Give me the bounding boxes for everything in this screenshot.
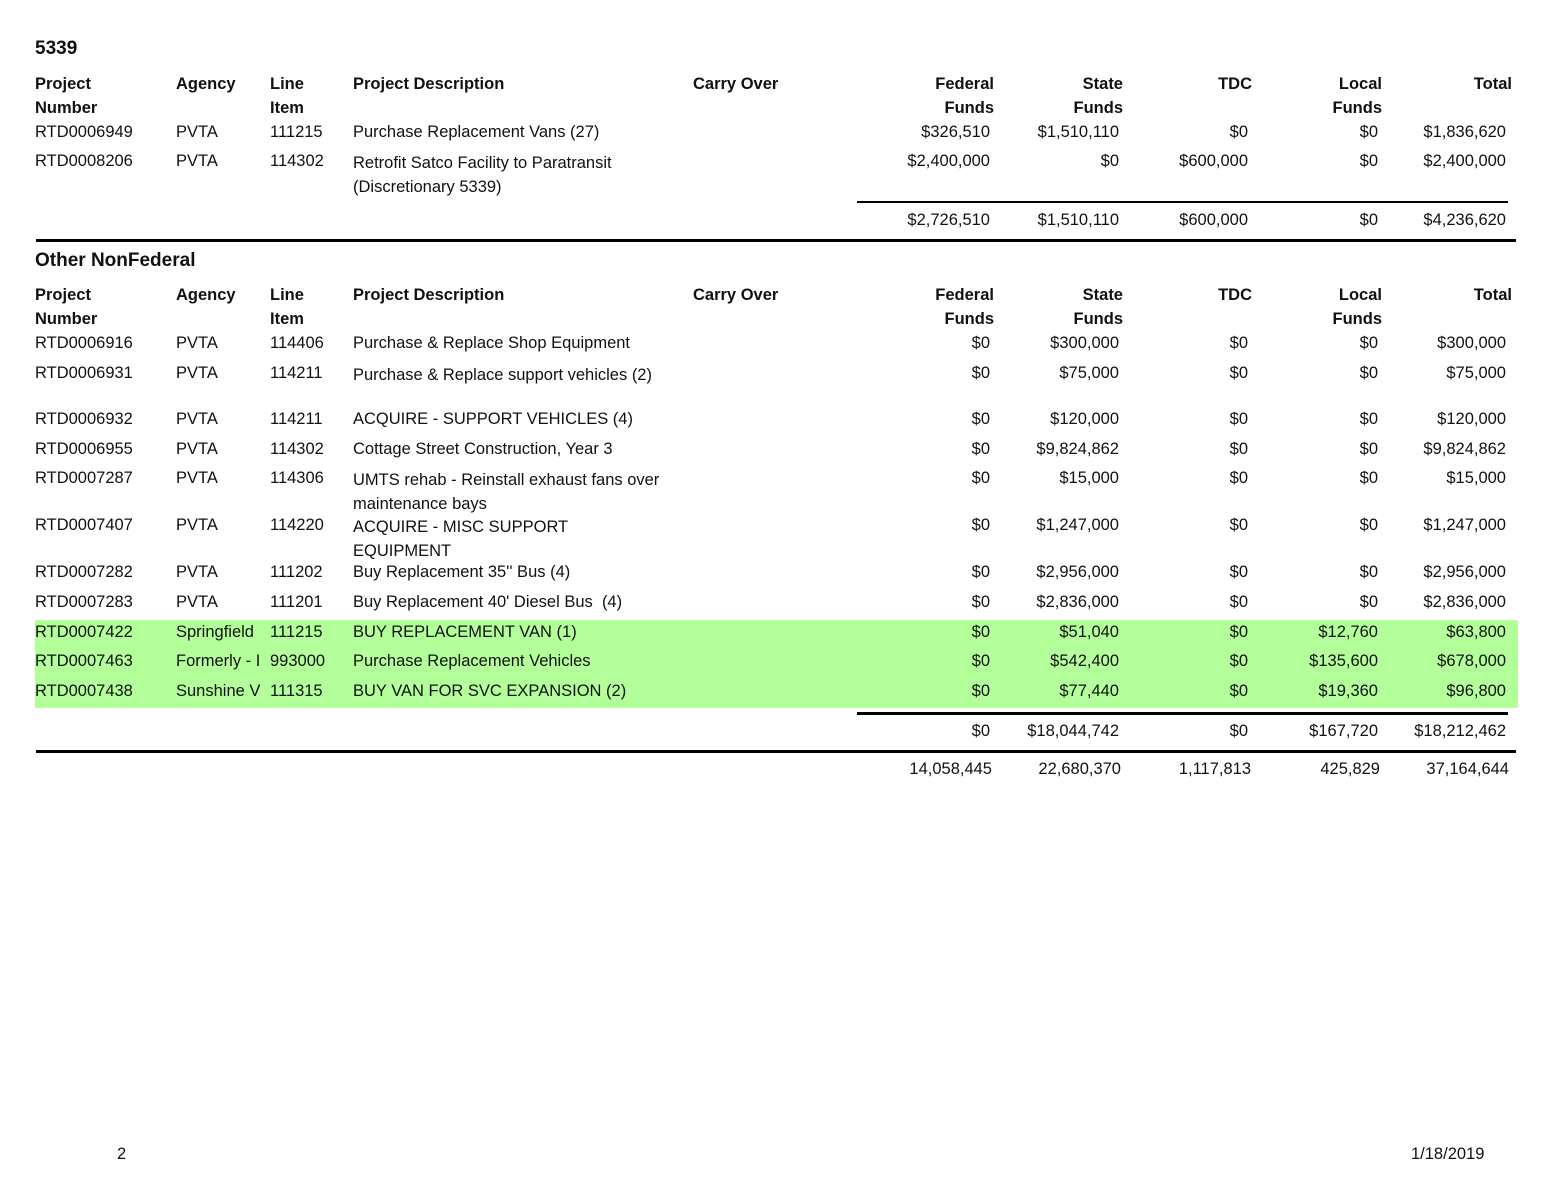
table-row [35, 590, 1518, 620]
table-row [35, 331, 1518, 361]
line-item: 114302 [270, 440, 324, 458]
subtotal-total: $4,236,620 [1423, 211, 1506, 229]
table-row [35, 513, 1518, 560]
total: $9,824,862 [1423, 440, 1506, 458]
agency: PVTA [176, 364, 218, 382]
subtotal-total: $18,212,462 [1414, 722, 1506, 740]
agency: PVTA [176, 152, 218, 170]
header-carry-over: Carry Over [693, 286, 779, 304]
project-number: RTD0007283 [35, 593, 133, 611]
project-description: BUY REPLACEMENT VAN (1) [353, 623, 577, 641]
tdc: $0 [1229, 652, 1248, 670]
agency: PVTA [176, 469, 218, 487]
table-row [35, 120, 1518, 150]
total: $63,800 [1446, 623, 1506, 641]
subtotal-rule [857, 201, 1508, 203]
header-local-funds: Local Funds [1332, 75, 1382, 117]
project-number: RTD0007287 [35, 469, 133, 487]
page-number: 2 [117, 1145, 127, 1163]
state-funds: $120,000 [1050, 410, 1119, 428]
project-number: RTD0007282 [35, 563, 133, 581]
tdc: $0 [1229, 469, 1248, 487]
local-funds: $0 [1359, 410, 1378, 428]
agency: PVTA [176, 334, 218, 352]
subtotal-local-funds: $167,720 [1309, 722, 1378, 740]
project-description: Purchase & Replace Shop Equipment [353, 334, 631, 352]
federal-funds: $0 [971, 516, 990, 534]
header-local-funds: Local Funds [1332, 286, 1382, 328]
federal-funds: $0 [971, 623, 990, 641]
tdc: $0 [1229, 563, 1248, 581]
federal-funds: $0 [971, 652, 990, 670]
tdc: $600,000 [1179, 152, 1248, 170]
total: $2,956,000 [1423, 563, 1506, 581]
state-funds: $300,000 [1050, 334, 1119, 352]
header-project-description: Project Description [353, 286, 505, 304]
subtotal-tdc: $0 [1229, 722, 1248, 740]
grand-total-tdc: 1,117,813 [1178, 760, 1251, 778]
line-item: 111315 [270, 682, 323, 700]
agency: PVTA [176, 440, 218, 458]
total: $300,000 [1437, 334, 1506, 352]
line-item: 993000 [270, 652, 326, 670]
state-funds: $1,247,000 [1036, 516, 1119, 534]
header-federal-funds: Federal Funds [935, 286, 994, 328]
project-description: BUY VAN FOR SVC EXPANSION (2) [353, 682, 627, 700]
total: $1,836,620 [1423, 123, 1506, 141]
header-total: Total [1473, 75, 1512, 93]
state-funds: $15,000 [1059, 469, 1119, 487]
state-funds: $9,824,862 [1036, 440, 1119, 458]
table-header [35, 283, 1518, 331]
tdc: $0 [1229, 410, 1248, 428]
federal-funds: $0 [971, 410, 990, 428]
subtotal-tdc: $600,000 [1179, 211, 1248, 229]
project-description: Purchase & Replace support vehicles (2) [353, 366, 652, 384]
subtotal-row [35, 208, 1518, 238]
line-item: 111215 [270, 123, 323, 141]
line-item: 111215 [270, 623, 323, 641]
local-funds: $0 [1359, 469, 1378, 487]
tdc: $0 [1229, 123, 1248, 141]
federal-funds: $0 [971, 334, 990, 352]
project-description: Buy Replacement 40' Diesel Bus (4) [353, 593, 623, 611]
total: $678,000 [1437, 652, 1506, 670]
section-title-other-nonfederal: Other NonFederal [35, 250, 196, 271]
agency: Formerly - I [176, 652, 261, 670]
table-row-highlighted [35, 649, 1518, 679]
agency: PVTA [176, 123, 218, 141]
line-item: 114220 [270, 516, 324, 534]
header-total: Total [1473, 286, 1512, 304]
local-funds: $12,760 [1318, 623, 1378, 641]
project-number: RTD0006932 [35, 410, 133, 428]
grand-total-state-funds: 22,680,370 [1038, 760, 1121, 778]
local-funds: $0 [1359, 563, 1378, 581]
federal-funds: $0 [971, 682, 990, 700]
header-state-funds: State Funds [1073, 286, 1123, 328]
project-number: RTD0008206 [35, 152, 133, 170]
subtotal-federal-funds: $2,726,510 [907, 211, 990, 229]
table-row [35, 149, 1518, 196]
table-row [35, 361, 1518, 391]
project-number: RTD0007422 [35, 623, 133, 641]
tdc: $0 [1229, 516, 1248, 534]
subtotal-state-funds: $18,044,742 [1027, 722, 1119, 740]
federal-funds: $326,510 [921, 123, 990, 141]
line-item: 111202 [270, 563, 323, 581]
state-funds: $2,836,000 [1036, 593, 1119, 611]
project-number: RTD0006931 [35, 364, 133, 382]
line-item: 114211 [270, 364, 323, 382]
subtotal-federal-funds: $0 [971, 722, 990, 740]
line-item: 114211 [270, 410, 323, 428]
local-funds: $0 [1359, 364, 1378, 382]
grand-total-total: 37,164,644 [1426, 760, 1509, 778]
total: $15,000 [1446, 469, 1506, 487]
subtotal-state-funds: $1,510,110 [1037, 211, 1119, 229]
project-description: Purchase Replacement Vans (27) [353, 123, 600, 141]
header-agency: Agency [176, 286, 236, 304]
table-row-highlighted [35, 679, 1518, 708]
section-title-5339: 5339 [35, 38, 78, 59]
federal-funds: $0 [971, 563, 990, 581]
table-row [35, 466, 1518, 513]
state-funds: $542,400 [1050, 652, 1119, 670]
state-funds: $0 [1100, 152, 1119, 170]
tdc: $0 [1229, 682, 1248, 700]
subtotal-rule [857, 712, 1508, 715]
header-tdc: TDC [1218, 286, 1252, 304]
header-tdc: TDC [1218, 75, 1252, 93]
agency: PVTA [176, 563, 218, 581]
table-header [35, 72, 1518, 120]
line-item: 114302 [270, 152, 324, 170]
state-funds: $1,510,110 [1037, 123, 1119, 141]
project-number: RTD0007438 [35, 682, 133, 700]
total: $75,000 [1446, 364, 1506, 382]
grand-total-row [35, 757, 1518, 787]
local-funds: $135,600 [1309, 652, 1378, 670]
agency: PVTA [176, 593, 218, 611]
state-funds: $51,040 [1059, 623, 1119, 641]
local-funds: $0 [1359, 440, 1378, 458]
agency: Springfield [176, 623, 254, 641]
total: $120,000 [1437, 410, 1506, 428]
local-funds: $0 [1359, 516, 1378, 534]
section-divider [36, 750, 1516, 753]
state-funds: $2,956,000 [1036, 563, 1119, 581]
subtotal-row [35, 719, 1518, 749]
state-funds: $77,440 [1059, 682, 1119, 700]
project-number: RTD0007407 [35, 516, 133, 534]
header-line-item: Line Item [270, 75, 304, 117]
header-state-funds: State Funds [1073, 75, 1123, 117]
project-number: RTD0006955 [35, 440, 133, 458]
agency: Sunshine V [176, 682, 261, 700]
local-funds: $0 [1359, 334, 1378, 352]
header-federal-funds: Federal Funds [935, 75, 994, 117]
project-description: ACQUIRE - SUPPORT VEHICLES (4) [353, 410, 633, 428]
table-row [35, 560, 1518, 590]
header-project-description: Project Description [353, 75, 505, 93]
grand-total-federal-funds: 14,058,445 [909, 760, 992, 778]
header-agency: Agency [176, 75, 236, 93]
section-divider [36, 239, 1516, 242]
total: $96,800 [1446, 682, 1506, 700]
line-item: 114406 [270, 334, 324, 352]
header-carry-over: Carry Over [693, 75, 779, 93]
local-funds: $19,360 [1318, 682, 1378, 700]
table-row-highlighted [35, 620, 1518, 649]
project-description: UMTS rehab - Reinstall exhaust fans over maintenance bays [353, 471, 660, 513]
tdc: $0 [1229, 593, 1248, 611]
line-item: 111201 [270, 593, 323, 611]
header-project-number: Project Number [35, 286, 98, 328]
federal-funds: $0 [971, 469, 990, 487]
federal-funds: $0 [971, 440, 990, 458]
project-number: RTD0006949 [35, 123, 133, 141]
project-number: RTD0007463 [35, 652, 133, 670]
agency: PVTA [176, 516, 218, 534]
federal-funds: $0 [971, 593, 990, 611]
subtotal-local-funds: $0 [1359, 211, 1378, 229]
header-project-number: Project Number [35, 75, 98, 117]
header-line-item: Line Item [270, 286, 304, 328]
local-funds: $0 [1359, 593, 1378, 611]
project-description: Cottage Street Construction, Year 3 [353, 440, 613, 458]
agency: PVTA [176, 410, 218, 428]
table-row [35, 407, 1518, 437]
total: $2,400,000 [1423, 152, 1506, 170]
local-funds: $0 [1359, 123, 1378, 141]
state-funds: $75,000 [1059, 364, 1119, 382]
federal-funds: $0 [971, 364, 990, 382]
grand-total-local-funds: 425,829 [1320, 760, 1380, 778]
tdc: $0 [1229, 334, 1248, 352]
line-item: 114306 [270, 469, 324, 487]
tdc: $0 [1229, 440, 1248, 458]
federal-funds: $2,400,000 [907, 152, 990, 170]
tdc: $0 [1229, 623, 1248, 641]
project-number: RTD0006916 [35, 334, 133, 352]
project-description: Purchase Replacement Vehicles [353, 652, 591, 670]
project-description: Buy Replacement 35'' Bus (4) [353, 563, 571, 581]
table-row [35, 437, 1518, 467]
project-description: Retrofit Satco Facility to Paratransit (Discretionary 5339) [353, 154, 612, 196]
tdc: $0 [1229, 364, 1248, 382]
report-date: 1/18/2019 [1411, 1145, 1485, 1163]
total: $2,836,000 [1423, 593, 1506, 611]
project-description: ACQUIRE - MISC SUPPORT EQUIPMENT [353, 518, 568, 560]
local-funds: $0 [1359, 152, 1378, 170]
total: $1,247,000 [1423, 516, 1506, 534]
